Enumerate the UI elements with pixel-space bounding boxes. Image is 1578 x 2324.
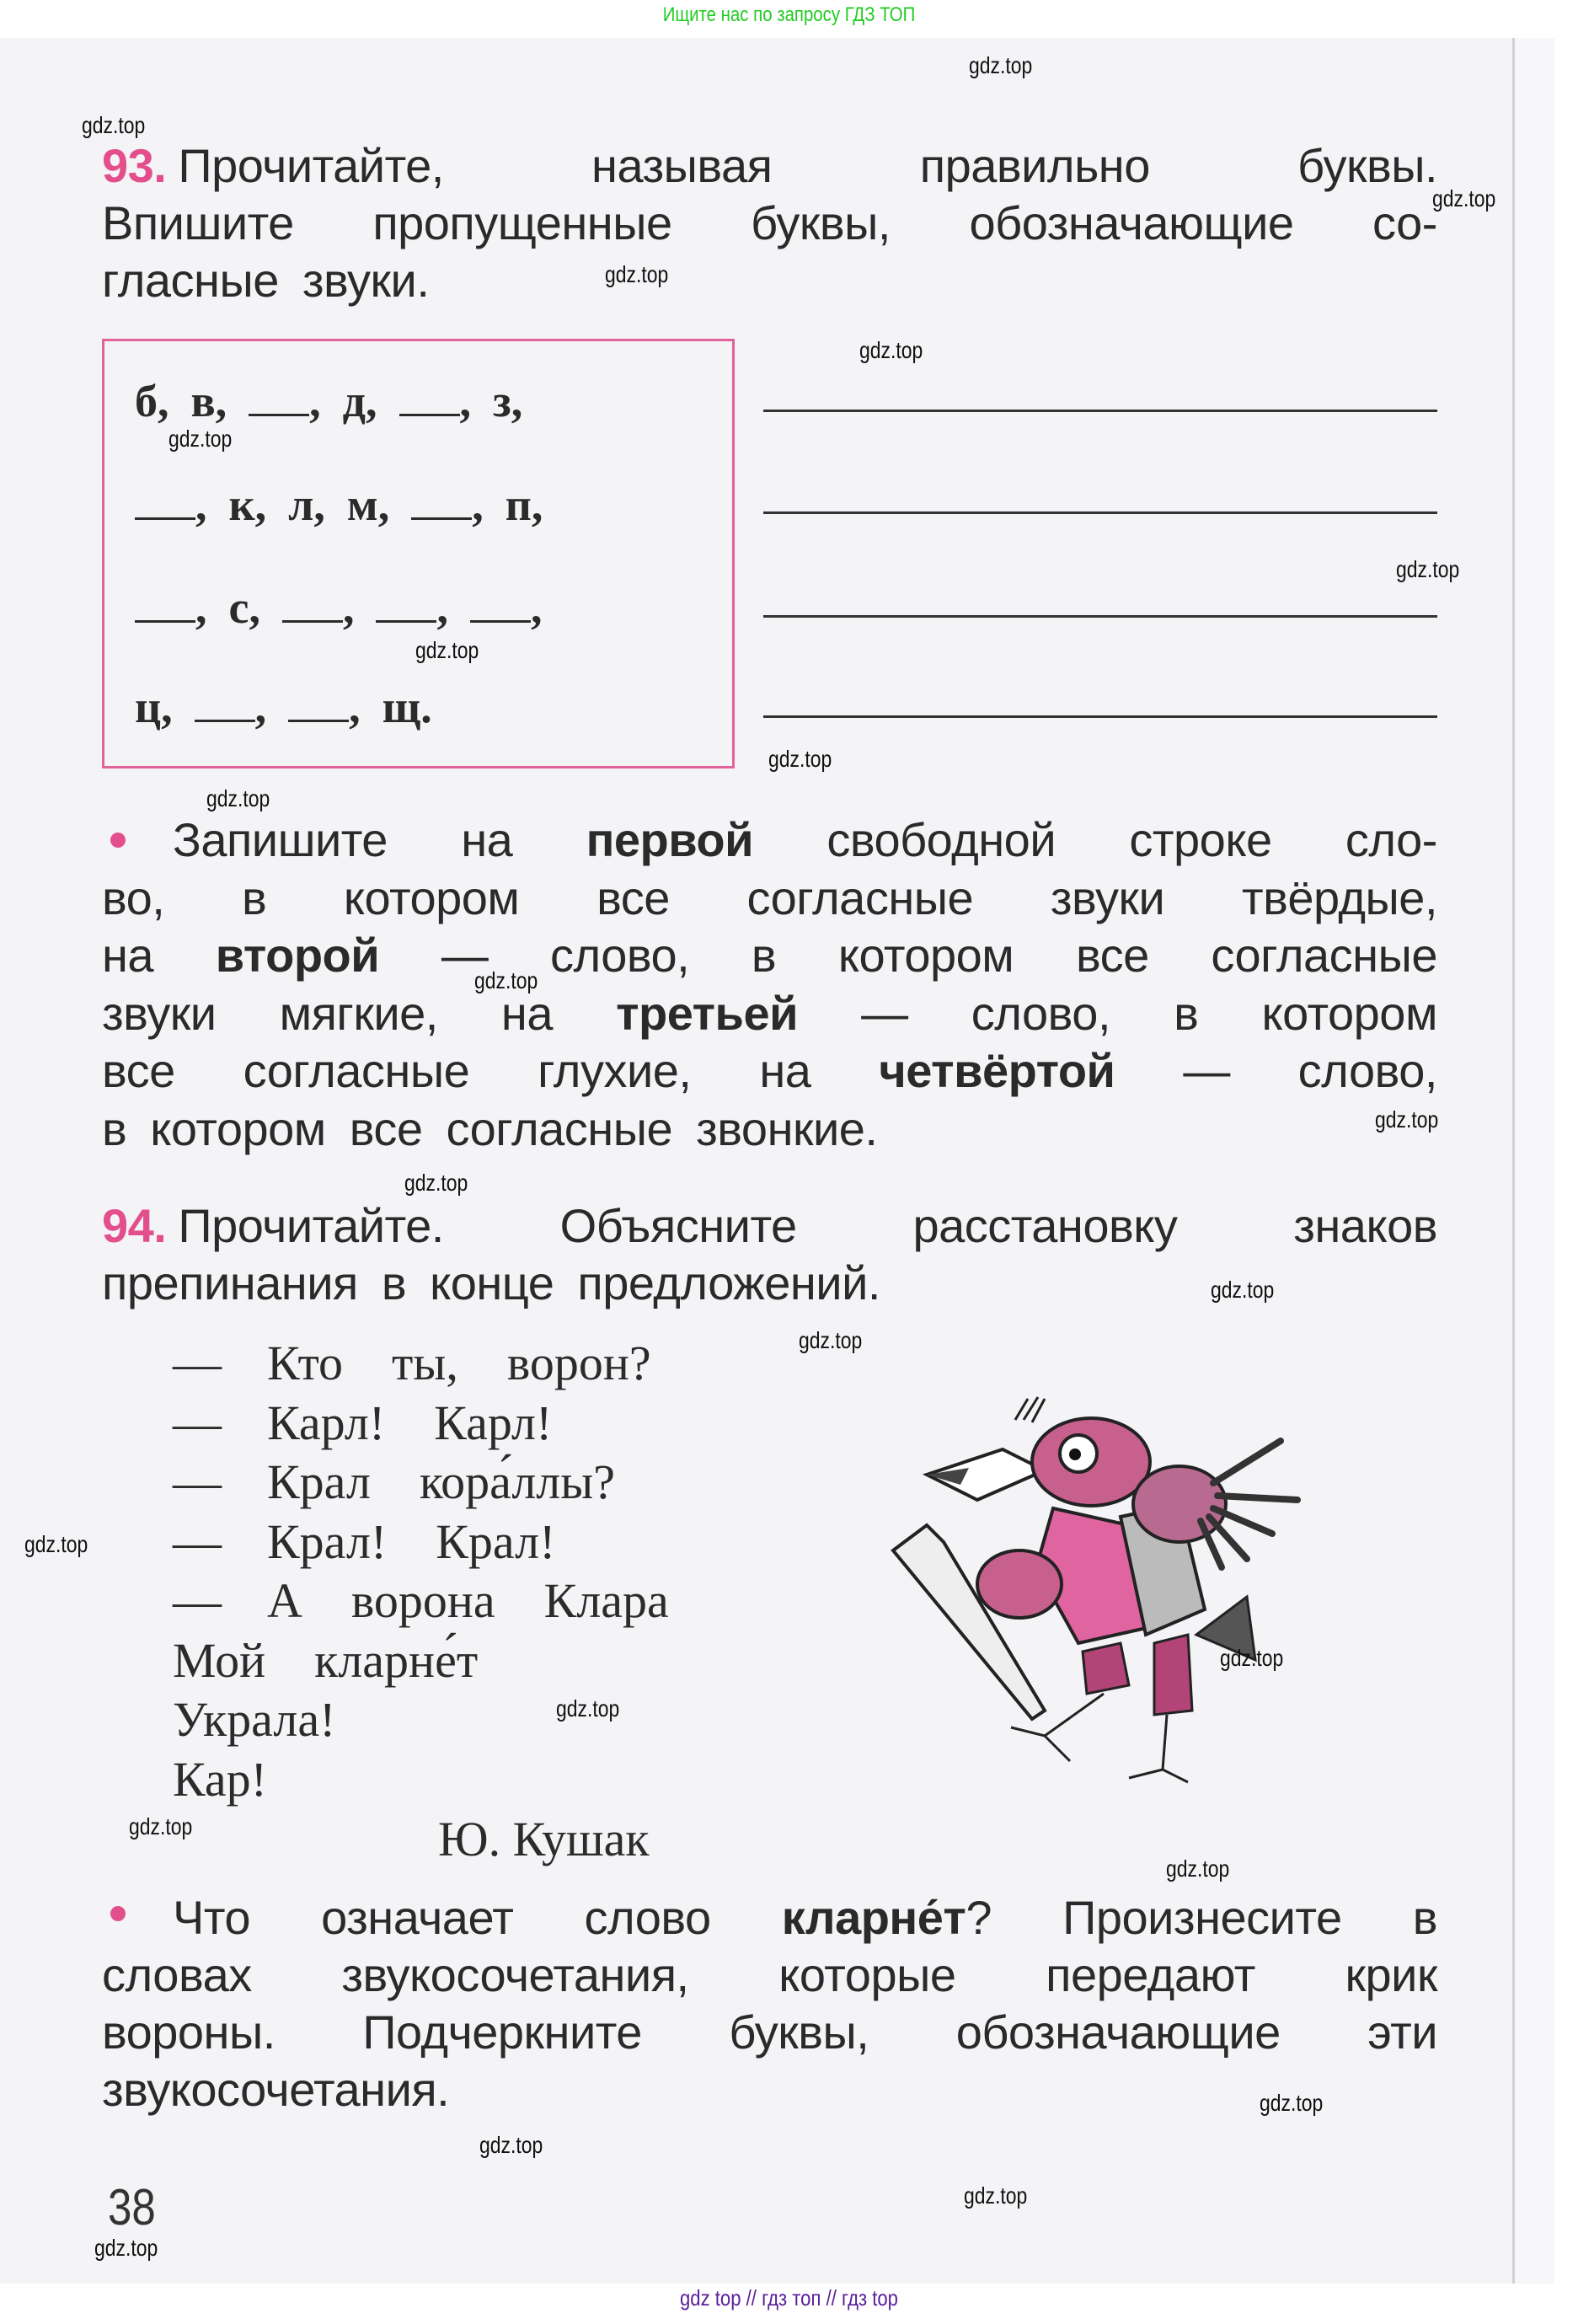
poem-line: — Кто ты, ворон?: [173, 1336, 651, 1390]
letter: к,: [228, 479, 267, 530]
watermark: gdz.top: [1260, 2090, 1324, 2116]
watermark: gdz.top: [1166, 1855, 1230, 1882]
poem-author: Ю. Кушак: [438, 1812, 650, 1866]
blank-input[interactable]: ,: [411, 479, 484, 531]
paragraph-line: все согласные глухие, на четвёртой — слово,: [102, 1044, 1437, 1097]
ex94-line-1: 94. Прочитайте. Объясните расстановку знаков: [102, 1199, 1437, 1252]
answer-line-3[interactable]: [763, 615, 1437, 618]
crow-clarinet-illustration: [876, 1390, 1331, 1786]
ex94-line-2: препинания в конце предложений.: [102, 1256, 880, 1309]
watermark: gdz.top: [404, 1170, 468, 1196]
watermark: gdz.top: [94, 2235, 158, 2261]
watermark: gdz.top: [1211, 1277, 1275, 1303]
blank-input[interactable]: ,: [399, 375, 472, 427]
watermark: gdz.top: [1432, 185, 1496, 212]
search-banner: Ищите нас по запросу ГДЗ ТОП: [662, 3, 916, 26]
letter-row-4: [135, 681, 454, 733]
letter: м,: [346, 479, 390, 530]
paragraph-line: вороны. Подчеркните буквы, обозначающие эти: [102, 2005, 1437, 2059]
paragraph-line: во, в котором все согласные звуки твёрдые,: [102, 870, 1437, 924]
blank-input[interactable]: ,: [135, 581, 207, 634]
blank-input[interactable]: ,: [376, 581, 448, 634]
answer-line-2[interactable]: [763, 511, 1437, 514]
watermark: gdz.top: [605, 261, 669, 287]
blank-input[interactable]: ,: [282, 581, 355, 634]
letter: д,: [342, 376, 377, 426]
ex93-line-2: Впишите пропущенные буквы, обозначающие со-: [102, 196, 1437, 249]
blank-input[interactable]: ,: [195, 681, 267, 733]
watermark: gdz.top: [479, 2132, 543, 2158]
letter: л,: [288, 479, 325, 530]
watermark: gdz.top: [556, 1695, 620, 1722]
poem-line: Украла!: [173, 1692, 336, 1747]
poem-line: Кар!: [173, 1751, 267, 1807]
watermark: gdz.top: [129, 1813, 193, 1839]
ex93-line-1: 93. Прочитайте, называя правильно буквы.: [102, 139, 1437, 192]
watermark: gdz.top: [1375, 1106, 1439, 1133]
ex93-line-3: гласные звуки.: [102, 254, 430, 307]
watermark: gdz.top: [24, 1531, 88, 1557]
exercise-number: 94.: [102, 1199, 167, 1252]
watermark: gdz.top: [969, 52, 1033, 78]
poem-line: — Крал кора́ллы?: [173, 1454, 615, 1509]
watermark: gdz.top: [859, 337, 923, 363]
answer-line-1[interactable]: [763, 410, 1437, 412]
letter: з,: [493, 376, 523, 426]
poem-line: — А ворона Клара: [173, 1573, 669, 1628]
answer-line-4[interactable]: [763, 715, 1437, 718]
watermark: gdz.top: [415, 637, 479, 663]
paragraph-line: словах звукосочетания, которые передают крик: [102, 1948, 1437, 2001]
blank-input[interactable]: ,: [288, 681, 361, 733]
paragraph-line: звуки мягкие, на третьей — слово, в котором: [102, 986, 1437, 1040]
watermark: gdz.top: [1220, 1645, 1284, 1671]
paragraph-line: Что означает слово кларне́т? Произнесите в: [173, 1891, 1437, 1944]
footer-links[interactable]: gdz top // гдз топ // гдз top: [680, 2285, 898, 2311]
watermark: gdz.top: [799, 1327, 863, 1353]
letter-row-3: [135, 581, 564, 634]
bullet-icon: [110, 1906, 126, 1921]
watermark: gdz.top: [206, 785, 270, 811]
letter: щ.: [382, 682, 432, 732]
watermark: gdz.top: [168, 426, 233, 452]
watermark: gdz.top: [768, 746, 832, 772]
blank-input[interactable]: ,: [249, 375, 321, 427]
letter: в,: [190, 376, 227, 426]
letter: п,: [505, 479, 543, 530]
next-page-edge: [1515, 38, 1554, 2284]
poem-line: — Крал! Крал!: [173, 1513, 556, 1569]
letter: б,: [135, 376, 169, 426]
watermark: gdz.top: [964, 2182, 1028, 2209]
letter: ц,: [135, 682, 173, 732]
page-number: 38: [108, 2179, 156, 2236]
paragraph-line: звукосочетания.: [102, 2063, 450, 2116]
watermark: gdz.top: [1396, 556, 1460, 582]
blank-input[interactable]: ,: [135, 479, 207, 531]
letter-row-2: [135, 479, 564, 531]
letter: с,: [228, 582, 260, 633]
watermark: gdz.top: [82, 112, 146, 138]
poem-line: — Карл! Карл!: [173, 1395, 553, 1450]
poem-line: Мой кларне́т: [173, 1632, 479, 1688]
paragraph-line: Запишите на первой свободной строке сло-: [173, 813, 1437, 866]
paragraph-line: в котором все согласные звонкие.: [102, 1101, 878, 1155]
blank-input[interactable]: ,: [470, 581, 543, 634]
letter-row-1: [135, 375, 544, 427]
watermark: gdz.top: [474, 967, 538, 993]
bullet-icon: [110, 833, 126, 848]
letter-box: [102, 339, 735, 768]
exercise-number: 93.: [102, 139, 167, 192]
paragraph-line: на второй — слово, в котором все согласные: [102, 929, 1437, 982]
